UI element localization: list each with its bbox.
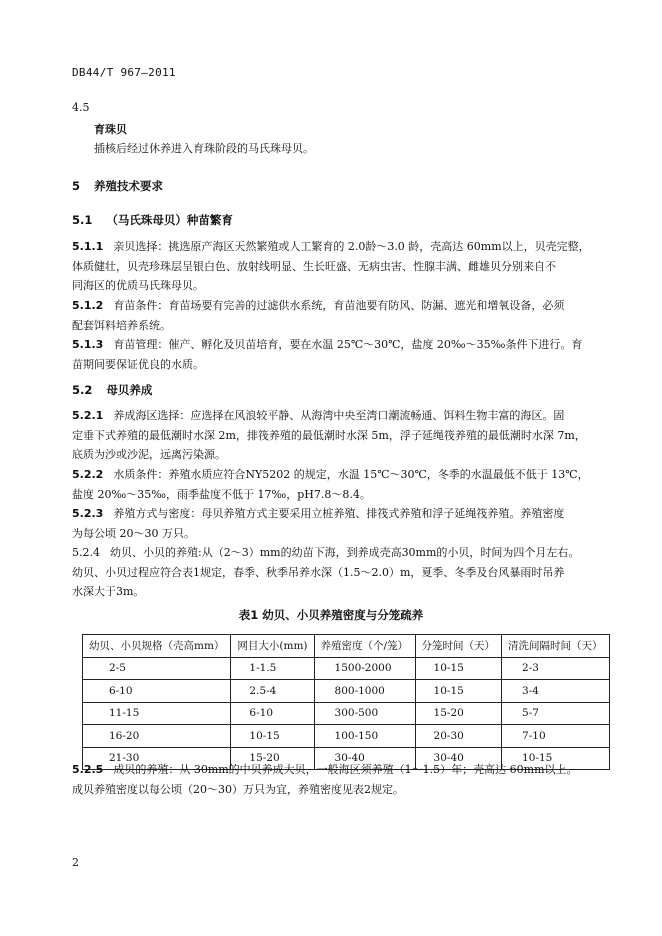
table-cell: 30-40 <box>415 747 502 770</box>
section-4-5-number: 4.5 <box>72 101 90 114</box>
table-row <box>83 725 610 748</box>
clause-line: 水质条件：养殖水质应符合NY5202 的规定，水温 15℃～30℃，冬季的水温最低不低于 13℃， <box>113 468 589 481</box>
section-number: 5.2 <box>72 383 93 397</box>
clause-line: 育苗管理：催产、孵化及贝苗培育，要在水温 25℃～30℃，盐度 20‰～35‰条件下进行。育 <box>113 338 583 351</box>
clause-line: 育苗条件：育苗场要有完善的过滤供水系统，育苗池要有防风、防漏、遮光和增氧设备，必须 <box>113 299 565 312</box>
clause-line: 为每公顷 20～30 万只。 <box>72 526 195 540</box>
table-cell: 20-30 <box>415 725 502 748</box>
table-cell: 30-40 <box>314 747 415 770</box>
clause-number: 5.1.2 <box>72 299 104 312</box>
table-caption: 表1 幼贝、小贝养殖密度与分笼疏养 <box>238 608 424 622</box>
document-header: DB44/T 967—2011 <box>72 66 176 79</box>
section-number: 5.1 <box>72 213 93 227</box>
clause-5-2-3 <box>72 504 590 543</box>
table-cell: 1-1.5 <box>231 657 314 680</box>
clause-number: 5.2.5 <box>72 763 104 776</box>
term-title: 育珠贝 <box>94 123 127 136</box>
table-cell: 16-20 <box>83 725 231 748</box>
term-definition: 插核后经过休养进入育珠阶段的马氏珠母贝。 <box>94 142 314 155</box>
table-cell: 5-7 <box>502 702 610 725</box>
table-cell: 10-15 <box>415 680 502 703</box>
clause-number: 5.2.3 <box>72 507 104 520</box>
clause-5-1-2 <box>72 296 590 335</box>
table-cell: 800-1000 <box>314 680 415 703</box>
clause-line: 配套饵料培养系统。 <box>72 318 171 332</box>
clause-number: 5.2.4 <box>72 546 100 559</box>
clause-line: 成贝的养殖：从 30mm的中贝养成大贝，一般海区须养殖（1～1.5）年；壳高达 60mm以上。 <box>113 763 578 776</box>
table-cell: 21-30 <box>83 747 231 770</box>
table-cell: 300-500 <box>314 702 415 725</box>
section-title: （马氏珠母贝）种苗繁育 <box>106 213 233 227</box>
table-cell: 15-20 <box>415 702 502 725</box>
table-header-row <box>83 635 610 658</box>
clause-line: 苗期间要保证优良的水质。 <box>72 357 204 371</box>
table-cell: 2-5 <box>83 657 231 680</box>
table-cell: 7-10 <box>502 725 610 748</box>
table-cell: 100-150 <box>314 725 415 748</box>
table-row <box>83 702 610 725</box>
clause-line: 水深大于3m。 <box>72 585 145 598</box>
table-cell: 2.5-4 <box>231 680 314 703</box>
table-cell: 6-10 <box>231 702 314 725</box>
clause-5-2-4 <box>72 543 590 602</box>
clause-number: 5.2.2 <box>72 468 104 481</box>
table-cell: 10-15 <box>502 747 610 770</box>
clause-number: 5.2.1 <box>72 409 104 422</box>
table-cell: 1500-2000 <box>314 657 415 680</box>
clause-line: 亲贝选择：挑选原产海区天然繁殖或人工繁育的 2.0龄～3.0 龄，壳高达 60mm以上，贝壳完整， <box>113 240 590 253</box>
table-cell: 10-15 <box>231 725 314 748</box>
clause-5-2-2 <box>72 465 590 504</box>
clause-5-1-1 <box>72 237 590 296</box>
section-5-2-heading <box>72 382 152 398</box>
table-header-cell: 分笼时间（天） <box>415 635 502 658</box>
table-cell: 3-4 <box>502 680 610 703</box>
section-5-heading <box>72 178 163 194</box>
table-header-cell: 养殖密度（个/笼） <box>314 635 415 658</box>
section-number: 5 <box>72 179 81 193</box>
section-title: 养殖技术要求 <box>94 179 164 193</box>
clause-line: 养殖方式与密度：母贝养殖方式主要采用立桩养殖、排筏式养殖和浮子延绳筏养殖。养殖密度 <box>113 507 565 520</box>
clause-line: 幼贝、小贝过程应符合表1规定，春季、秋季吊养水深（1.5～2.0）m，夏季、冬季及台风暴雨时吊养 <box>72 565 565 579</box>
table-row <box>83 680 610 703</box>
table-cell: 11-15 <box>83 702 231 725</box>
clause-5-1-3 <box>72 335 590 374</box>
clause-line: 养成海区选择：应选择在风浪较平静、从海湾中央至湾口潮流畅通、饵料生物丰富的海区。固 <box>113 409 565 422</box>
table-1 <box>82 634 610 770</box>
section-5-1-heading <box>72 212 233 228</box>
page-number: 2 <box>72 856 79 869</box>
clause-line: 体质健壮，贝壳珍珠层呈银白色、放射线明显、生长旺盛、无病虫害、性腺丰满、雌雄贝分别来自不 <box>72 259 556 273</box>
section-title: 母贝养成 <box>106 383 153 397</box>
clause-line: 盐度 20‰～35‰，雨季盐度不低于 17‰，pH7.8～8.4。 <box>72 487 371 501</box>
clause-line: 底质为沙或沙泥，远离污染源。 <box>72 448 226 461</box>
table-header-cell: 清洗间隔时间（天） <box>502 635 610 658</box>
table-cell: 15-20 <box>231 747 314 770</box>
clause-line: 定垂下式养殖的最低潮时水深 2m，排筏养殖的最低潮时水深 5m，浮子延绳筏养殖的最低潮时水深 7m， <box>72 428 586 442</box>
clause-number: 5.1.1 <box>72 240 104 253</box>
table-header-cell: 网目大小(mm) <box>231 635 314 658</box>
clause-5-2-5 <box>72 760 590 799</box>
table-cell: 6-10 <box>83 680 231 703</box>
clause-number: 5.1.3 <box>72 338 104 351</box>
table-cell: 10-15 <box>415 657 502 680</box>
table-cell: 2-3 <box>502 657 610 680</box>
clause-5-2-1 <box>72 406 590 465</box>
clause-line: 幼贝、小贝的养殖:从（2～3）mm的幼苗下海，到养成壳高30mm的小贝，时间为四个月左右。 <box>110 546 580 559</box>
table-row <box>83 657 610 680</box>
clause-line: 同海区的优质马氏珠母贝。 <box>72 279 204 292</box>
clause-line: 成贝养殖密度以每公顷（20～30）万只为宜，养殖密度见表2规定。 <box>72 782 404 796</box>
table-header-cell: 幼贝、小贝规格（壳高mm） <box>83 635 231 658</box>
